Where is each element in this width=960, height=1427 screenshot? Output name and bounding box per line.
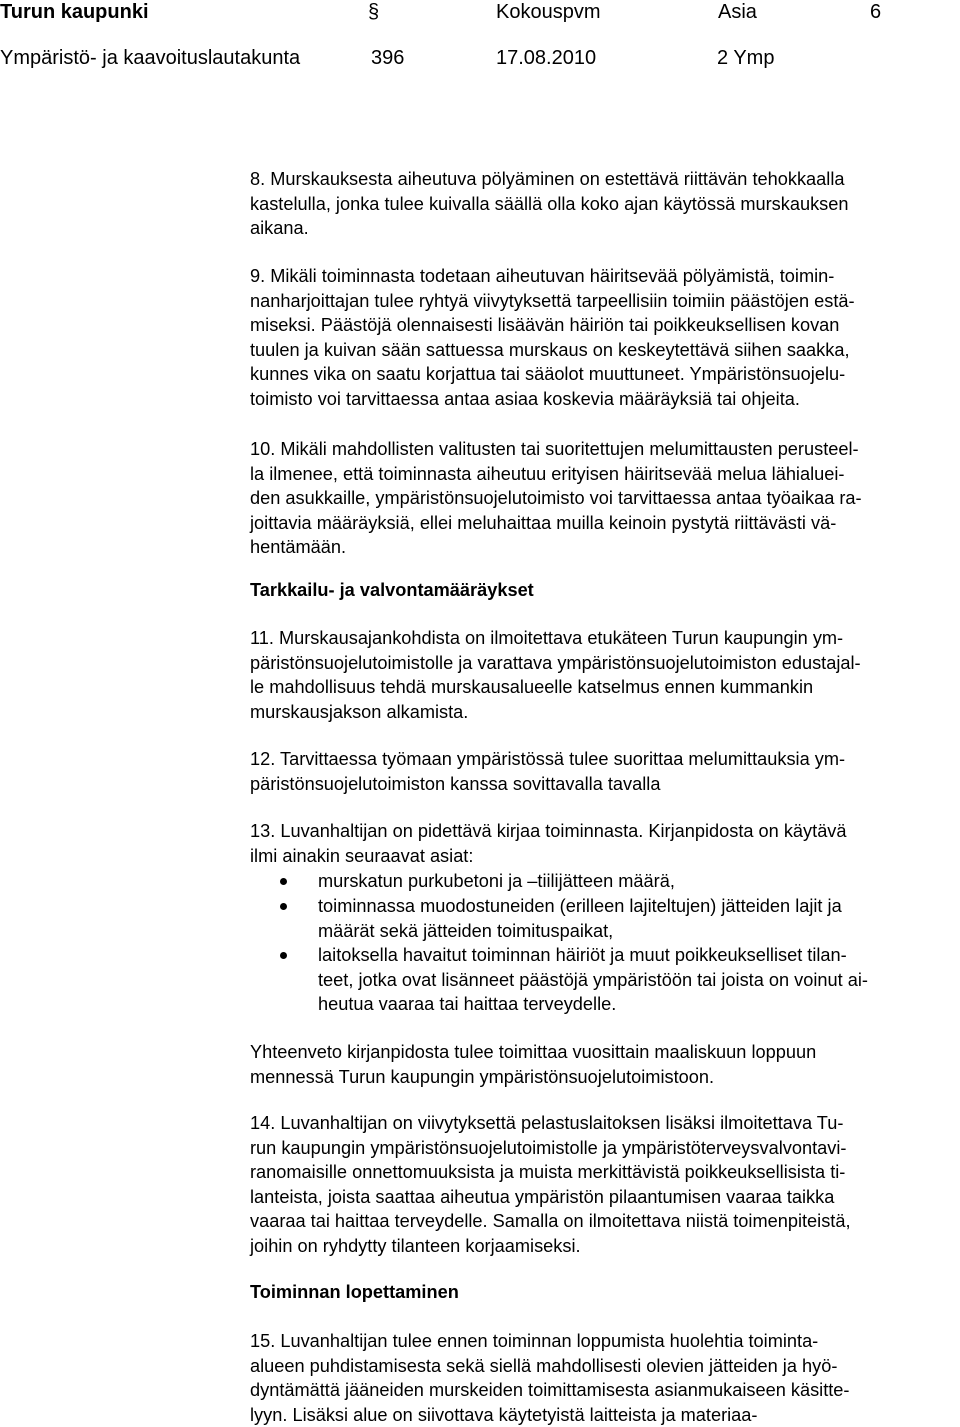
paragraph-line: hentämään. [250, 537, 347, 558]
paragraph-line: Yhteenveto kirjanpidosta tulee toimittaa vuosittain maaliskuun loppuun [250, 1042, 817, 1062]
committee-name: Ympäristö- ja kaavoituslautakunta [0, 47, 301, 69]
bullet-icon [280, 878, 287, 885]
paragraph-line: dyntämättä jääneiden murskeiden toimittamisesta asianmukaiseen käsitte- [250, 1380, 850, 1401]
section-sign: § [368, 1, 380, 23]
paragraph [250, 819, 955, 868]
meeting-date: 17.08.2010 [496, 47, 597, 69]
list-item-text: heutua vaaraa tai haittaa terveydelle. [318, 994, 617, 1015]
bullet-icon [280, 903, 287, 910]
paragraph-line: aikana. [250, 218, 309, 239]
meeting-date-label: Kokouspvm [496, 1, 601, 23]
section-number: 396 [371, 47, 405, 69]
paragraph-line: run kaupungin ympäristönsuojelutoimistolle ja ympäristöterveysvalvontavi- [250, 1137, 847, 1158]
paragraph-line: joittavia määräyksiä, ellei meluhaittaa muilla keinoin pystytä riittävästi vä- [250, 512, 837, 533]
paragraph-line: ranomaisille onnettomuuksista ja muista merkittävistä poikkeuksellisista ti- [250, 1162, 846, 1183]
paragraph-line: 9. Mikäli toiminnasta todetaan aiheutuvan häiritsevää pölyämistä, toimin- [250, 266, 835, 286]
item-label: Asia [718, 1, 757, 23]
list-item [250, 943, 955, 1017]
paragraph-line: kastelulla, jonka tulee kuivalla säällä olla koko ajan käytössä murskauksen [250, 193, 849, 214]
list-item-text: laitoksella havaitut toiminnan häiriöt ja muut poikkeukselliset tilan- [318, 945, 847, 965]
paragraph-line: mennessä Turun kaupungin ympäristönsuojelutoimistoon. [250, 1066, 715, 1087]
paragraph-line: alueen puhdistamisesta sekä siellä mahdollisesti olevien jätteiden ja hyö- [250, 1355, 838, 1376]
paragraph-line: nanharjoittajan tulee ryhtyä viivytyksettä tarpeellisiin toimiin päästöjen estä- [250, 290, 855, 311]
paragraph [250, 1329, 955, 1427]
paragraph-line: 12. Tarvittaessa työmaan ympäristössä tulee suorittaa melumittauksia ym- [250, 749, 846, 769]
paragraph-line: 14. Luvanhaltijan on viivytyksettä pelastuslaitoksen lisäksi ilmoitettava Tu- [250, 1113, 844, 1133]
list-item-text: teet, jotka ovat lisänneet päästöjä ympäristöön tai joista on voinut ai- [318, 969, 868, 990]
paragraph-line: ilmi ainakin seuraavat asiat: [250, 845, 474, 866]
list-item-text: murskatun purkubetoni ja –tiilijätteen määrä, [318, 871, 675, 891]
paragraph [250, 747, 955, 796]
list-item-text: määrät sekä jätteiden toimituspaikat, [318, 920, 614, 941]
paragraph-line: den asukkaille, ympäristönsuojelutoimisto voi tarvittaessa antaa työaikaa ra- [250, 488, 862, 509]
paragraph [250, 167, 955, 241]
section-heading: Tarkkailu- ja valvontamääräykset [250, 580, 534, 600]
paragraph-line: lyyn. Lisäksi alue on siivottava käytetyistä laitteista ja materiaa- [250, 1404, 758, 1425]
paragraph-line: 8. Murskauksesta aiheutuva pölyäminen on estettävä riittävän tehokkaalla [250, 169, 845, 189]
department-code: 2 Ymp [717, 47, 775, 69]
list-item [250, 894, 955, 943]
paragraph [250, 264, 955, 412]
paragraph-line: vaaraa tai haittaa terveydelle. Samalla on ilmoitettava niistä toimenpiteistä, [250, 1211, 851, 1232]
paragraph-line: 13. Luvanhaltijan on pidettävä kirjaa toiminnasta. Kirjanpidosta on käytävä [250, 821, 847, 841]
paragraph-line: 10. Mikäli mahdollisten valitusten tai suoritettujen melumittausten perusteel- [250, 439, 859, 459]
bullet-icon [280, 952, 287, 959]
paragraph-line: le mahdollisuus tehdä murskausalueelle katselmus ennen kummankin [250, 677, 814, 698]
paragraph-line: la ilmenee, että toiminnasta aiheutuu erityisen häiritsevää melua lähialuei- [250, 463, 845, 484]
paragraph-line: kunnes vika on saatu korjattua tai sääolot muuttuneet. Ympäristönsuojelu- [250, 364, 846, 385]
paragraph-line: 15. Luvanhaltijan tulee ennen toiminnan loppumista huolehtia toiminta- [250, 1331, 819, 1351]
paragraph-line: päristönsuojelutoimiston kanssa sovittavalla tavalla [250, 773, 661, 794]
page-number: 6 [870, 1, 882, 23]
paragraph-line: joihin on ryhdytty tilanteen korjaamiseksi. [250, 1235, 581, 1256]
paragraph [250, 1111, 955, 1259]
section-heading: Toiminnan lopettaminen [250, 1282, 459, 1302]
paragraph-line: lanteista, joista saattaa aiheutua ympäristön pilaantumisen vaaraa taikka [250, 1186, 835, 1207]
paragraph [250, 437, 955, 560]
paragraph-line: päristönsuojelutoimistolle ja varattava ympäristönsuojelutoimiston edustajal- [250, 652, 861, 673]
city-name: Turun kaupunki [0, 1, 149, 23]
paragraph-line: miseksi. Päästöjä olennaisesti lisäävän häiriön tai poikkeuksellisen kovan [250, 315, 840, 336]
paragraph-line: murskausjakson alkamista. [250, 701, 469, 722]
paragraph-line: 11. Murskausajankohdista on ilmoitettava etukäteen Turun kaupungin ym- [250, 628, 844, 648]
paragraph [250, 1040, 955, 1089]
paragraph [250, 626, 955, 724]
list-item [250, 869, 955, 894]
list-item-text: toiminnassa muodostuneiden (erilleen lajiteltujen) jätteiden lajit ja [318, 896, 842, 916]
paragraph-line: tuulen ja kuivan sään sattuessa murskaus on keskeytettävä siihen saakka, [250, 339, 850, 360]
paragraph-line: toimisto voi tarvittaessa antaa asiaa koskevia määräyksiä tai ohjeita. [250, 388, 800, 409]
